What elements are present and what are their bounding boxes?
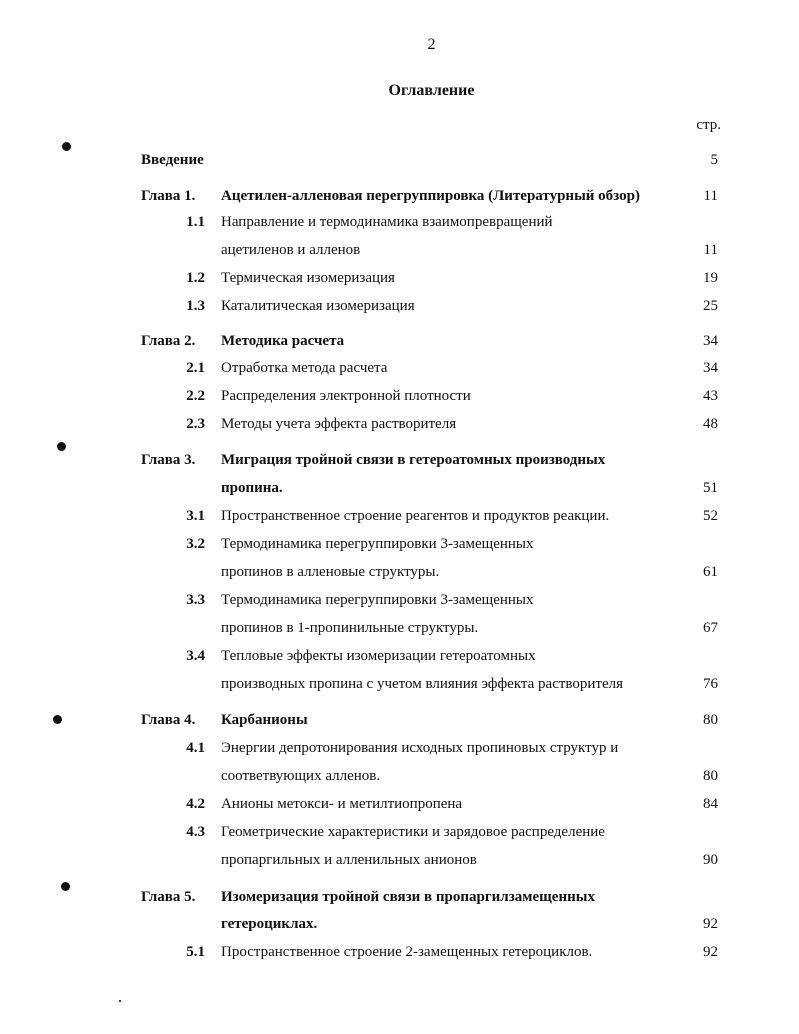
section-page: 84: [703, 796, 718, 812]
section-title-line2: пропинов в алленовые структуры.: [221, 564, 440, 580]
chapter-title: Ацетилен-алленовая перегруппировка (Литературный обзор): [221, 188, 640, 204]
chapter-label: Глава 4.: [141, 712, 196, 728]
toc-entry-chapter-cont: [0, 912, 799, 936]
section-label: 2.1: [186, 360, 205, 376]
toc-entry-section: [0, 792, 799, 816]
section-label: 1.2: [186, 270, 205, 286]
section-page: 34: [703, 360, 718, 376]
section-title-line2: производных пропина с учетом влияния эффекта растворителя: [221, 676, 624, 692]
toc-entry-section-cont: [0, 764, 799, 788]
section-page: 67: [703, 620, 718, 636]
toc-entry-section: [0, 644, 799, 668]
intro-page: 5: [710, 152, 718, 168]
chapter-title-line2: пропина.: [221, 480, 283, 496]
toc-entry-section: [0, 412, 799, 436]
toc-entry-section-cont: [0, 238, 799, 262]
toc-entry-section: [0, 356, 799, 380]
chapter-page: 80: [703, 712, 718, 728]
page-column-header: стр.: [696, 117, 721, 133]
section-title-line1: Геометрические характеристики и зарядовое распределение: [221, 824, 605, 840]
section-title-line1: Термодинамика перегруппировки 3-замещенных: [221, 536, 534, 552]
section-label: 4.3: [186, 824, 205, 840]
chapter-page: 51: [703, 480, 718, 496]
section-label: 3.2: [186, 536, 205, 552]
chapter-label: Глава 5.: [141, 889, 196, 905]
toc-entry-chapter-cont: [0, 476, 799, 500]
intro-label: Введение: [141, 152, 204, 168]
section-page: 80: [703, 768, 718, 784]
toc-entry-chapter: [0, 329, 799, 353]
toc-entry-chapter: [0, 184, 799, 208]
section-page: 11: [703, 242, 718, 258]
chapter-title-line1: Миграция тройной связи в гетероатомных производных: [221, 452, 606, 468]
chapter-title-line1: Изомеризация тройной связи в пропаргилзамещенных: [221, 889, 595, 905]
section-title-line2: пропаргильных и алленильных анионов: [221, 852, 477, 868]
section-label: 5.1: [186, 944, 205, 960]
chapter-label: Глава 1.: [141, 188, 196, 204]
toc-title: Оглавление: [388, 82, 475, 99]
chapter-page: 11: [703, 188, 718, 204]
section-label: 4.2: [186, 796, 205, 812]
toc-entry-section: [0, 384, 799, 408]
chapter-title: Методика расчета: [221, 333, 345, 349]
toc-entry-section-cont: [0, 848, 799, 872]
section-page: 76: [703, 676, 718, 692]
section-label: 3.1: [186, 508, 205, 524]
section-page: 90: [703, 852, 718, 868]
section-page: 61: [703, 564, 718, 580]
section-page: 19: [703, 270, 718, 286]
toc-entry-section-cont: [0, 560, 799, 584]
section-title: Каталитическая изомеризация: [221, 298, 415, 314]
section-page: 43: [703, 388, 718, 404]
section-label: 3.4: [186, 648, 205, 664]
toc-entry-section: [0, 736, 799, 760]
section-title-line1: Направление и термодинамика взаимопревращений: [221, 214, 553, 230]
toc-entry-section: [0, 504, 799, 528]
toc-entry-section: [0, 266, 799, 290]
section-title-line1: Тепловые эффекты изомеризации гетероатомных: [221, 648, 536, 664]
toc-entry-chapter: [0, 708, 799, 732]
chapter-title-line2: гетероциклах.: [221, 916, 318, 932]
toc-entry-section: [0, 532, 799, 556]
chapter-label: Глава 3.: [141, 452, 196, 468]
section-page: 48: [703, 416, 718, 432]
section-label: 2.3: [186, 416, 205, 432]
toc-entry-section: [0, 820, 799, 844]
scan-speck: [119, 1000, 121, 1002]
section-title: Термическая изомеризация: [221, 270, 395, 286]
section-title-line1: Термодинамика перегруппировки 3-замещенных: [221, 592, 534, 608]
section-title: Анионы метокси- и метилтиопропена: [221, 796, 463, 812]
chapter-title: Карбанионы: [221, 712, 308, 728]
toc-entry-section-cont: [0, 672, 799, 696]
toc-entry-chapter: [0, 885, 799, 909]
toc-entry-section: [0, 294, 799, 318]
section-label: 1.3: [186, 298, 205, 314]
section-title-line2: пропинов в 1-пропинильные структуры.: [221, 620, 479, 636]
toc-entry-section: [0, 210, 799, 234]
toc-entry-section: [0, 940, 799, 964]
section-label: 2.2: [186, 388, 205, 404]
section-title: Методы учета эффекта растворителя: [221, 416, 457, 432]
section-label: 1.1: [186, 214, 205, 230]
section-title: Отработка метода расчета: [221, 360, 388, 376]
chapter-label: Глава 2.: [141, 333, 196, 349]
toc-entry-section: [0, 588, 799, 612]
section-title: Пространственное строение 2-замещенных гетероциклов.: [221, 944, 593, 960]
chapter-page: 92: [703, 916, 718, 932]
toc-entry-section-cont: [0, 616, 799, 640]
section-title-line2: соответвующих алленов.: [221, 768, 381, 784]
toc-entry-chapter: [0, 448, 799, 472]
section-page: 25: [703, 298, 718, 314]
chapter-page: 34: [703, 333, 718, 349]
section-title: Пространственное строение реагентов и продуктов реакции.: [221, 508, 610, 524]
section-label: 3.3: [186, 592, 205, 608]
section-title-line2: ацетиленов и алленов: [221, 242, 361, 258]
section-title-line1: Энергии депротонирования исходных пропиновых структур и: [221, 740, 619, 756]
toc-entry-intro: [0, 148, 799, 172]
page-number: 2: [427, 36, 436, 53]
section-page: 52: [703, 508, 718, 524]
section-title: Распределения электронной плотности: [221, 388, 471, 404]
section-page: 92: [703, 944, 718, 960]
section-label: 4.1: [186, 740, 205, 756]
